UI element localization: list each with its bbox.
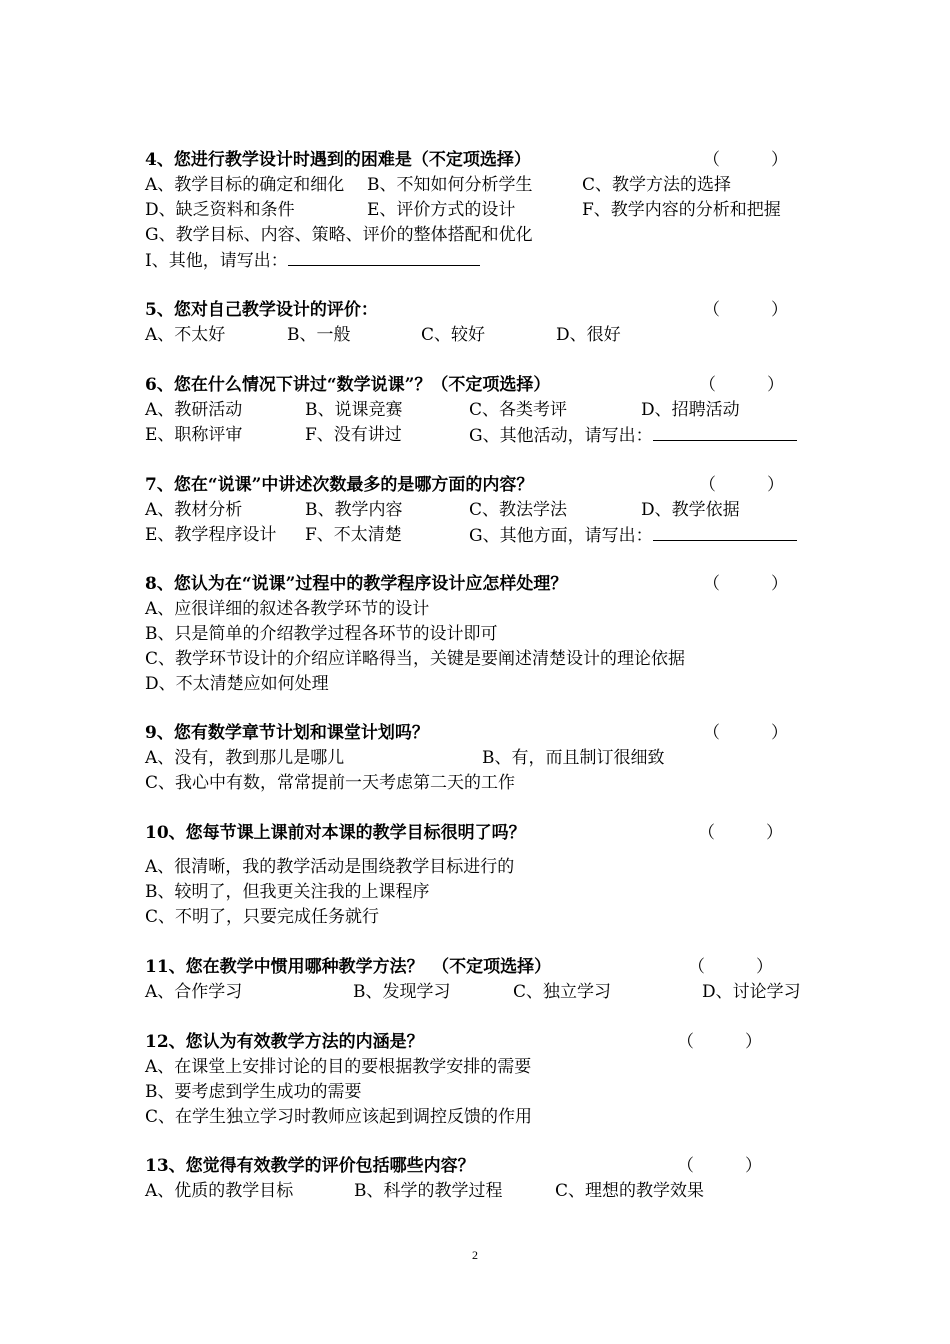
q6-option-g <box>469 424 797 447</box>
q6-option-g-label: G、其他活动，请写出： <box>469 426 653 446</box>
q9-option-a: A、没有，教到那儿是哪儿 <box>145 748 345 768</box>
q6-answer-blank <box>653 424 797 441</box>
question-10-title: 10、您每节课上课前对本课的教学目标很明了吗？ <box>145 823 526 843</box>
question-13-title: 13、您觉得有效教学的评价包括哪些内容？ <box>145 1156 475 1176</box>
q7-option-b: B、教学内容 <box>305 500 403 520</box>
q5-option-a: A、不太好 <box>145 325 226 345</box>
q13-option-c: C、理想的教学效果 <box>555 1181 705 1201</box>
q5-option-c: C、较好 <box>421 325 486 345</box>
question-10-answer-paren: （ ） <box>698 823 783 843</box>
q4-option-f: F、教学内容的分析和把握 <box>582 200 781 220</box>
page-number: 2 <box>472 1248 478 1262</box>
q10-option-a: A、很清晰，我的教学活动是围绕教学目标进行的 <box>145 857 515 877</box>
q12-option-a: A、在课堂上安排讨论的目的要根据教学安排的需要 <box>145 1057 532 1077</box>
q7-option-g-label: G、其他方面，请写出： <box>469 526 653 546</box>
q12-option-b: B、要考虑到学生成功的需要 <box>145 1082 362 1102</box>
question-4-answer-paren: （ ） <box>703 150 788 170</box>
question-6-title: 6、您在什么情况下讲过“数学说课”？（不定项选择） <box>145 375 551 395</box>
q4-option-e: E、评价方式的设计 <box>367 200 516 220</box>
question-9-title: 9、您有数学章节计划和课堂计划吗？ <box>145 723 429 743</box>
q11-option-b: B、发现学习 <box>353 982 451 1002</box>
question-9-answer-paren: （ ） <box>703 723 788 743</box>
question-5-title: 5、您对自己教学设计的评价： <box>145 300 378 320</box>
q4-option-b: B、不知如何分析学生 <box>367 175 533 195</box>
q13-option-b: B、科学的教学过程 <box>354 1181 503 1201</box>
q7-option-e: E、教学程序设计 <box>145 525 277 545</box>
q6-option-c: C、各类考评 <box>469 400 568 420</box>
q6-option-b: B、说课竞赛 <box>305 400 403 420</box>
q10-option-b: B、较明了，但我更关注我的上课程序 <box>145 882 430 902</box>
question-11-title: 11、您在教学中惯用哪种教学方法？ （不定项选择） <box>145 957 552 977</box>
q4-option-i <box>145 249 480 272</box>
q12-option-c: C、在学生独立学习时教师应该起到调控反馈的作用 <box>145 1107 533 1127</box>
question-5-answer-paren: （ ） <box>703 300 788 320</box>
question-4-title: 4、您进行教学设计时遇到的困难是（不定项选择） <box>145 150 531 170</box>
q5-option-d: D、很好 <box>556 325 621 345</box>
q7-option-f: F、不太清楚 <box>305 525 402 545</box>
question-11-answer-paren: （ ） <box>688 957 773 977</box>
question-8-answer-paren: （ ） <box>703 574 788 594</box>
q6-option-e: E、职称评审 <box>145 425 243 445</box>
question-6-answer-paren: （ ） <box>699 375 784 395</box>
question-12-answer-paren: （ ） <box>677 1032 762 1052</box>
q6-option-a: A、教研活动 <box>145 400 243 420</box>
question-12-title: 12、您认为有效教学方法的内涵是？ <box>145 1032 424 1052</box>
q9-option-c: C、我心中有数，常常提前一天考虑第二天的工作 <box>145 773 516 793</box>
q4-option-g: G、教学目标、内容、策略、评价的整体搭配和优化 <box>145 225 533 245</box>
q10-option-c: C、不明了，只要完成任务就行 <box>145 907 380 927</box>
question-7-title: 7、您在“说课”中讲述次数最多的是哪方面的内容？ <box>145 475 534 495</box>
question-8-title: 8、您认为在“说课”过程中的教学程序设计应怎样处理？ <box>145 574 568 594</box>
q8-option-b: B、只是简单的介绍教学过程各环节的设计即可 <box>145 624 498 644</box>
q4-answer-blank <box>288 249 480 266</box>
q5-option-b: B、一般 <box>287 325 351 345</box>
q7-option-c: C、教法学法 <box>469 500 568 520</box>
q9-option-b: B、有，而且制订很细致 <box>482 748 665 768</box>
q11-option-c: C、独立学习 <box>513 982 612 1002</box>
q7-option-d: D、教学依据 <box>641 500 740 520</box>
q8-option-d: D、不太清楚应如何处理 <box>145 674 329 694</box>
q4-option-d: D、缺乏资料和条件 <box>145 200 295 220</box>
q4-option-a: A、教学目标的确定和细化 <box>145 175 345 195</box>
q11-option-d: D、讨论学习 <box>702 982 801 1002</box>
q8-option-c: C、教学环节设计的介绍应详略得当，关键是要阐述清楚设计的理论依据 <box>145 649 686 669</box>
q4-option-c: C、教学方法的选择 <box>582 175 732 195</box>
q7-answer-blank <box>653 524 797 541</box>
q7-option-a: A、教材分析 <box>145 500 243 520</box>
q6-option-d: D、招聘活动 <box>641 400 740 420</box>
question-7-answer-paren: （ ） <box>699 475 784 495</box>
q11-option-a: A、合作学习 <box>145 982 243 1002</box>
q4-option-i-label: I、其他，请写出： <box>145 251 288 271</box>
q8-option-a: A、应很详细的叙述各教学环节的设计 <box>145 599 430 619</box>
q6-option-f: F、没有讲过 <box>305 425 402 445</box>
question-13-answer-paren: （ ） <box>677 1156 762 1176</box>
q13-option-a: A、优质的教学目标 <box>145 1181 294 1201</box>
q7-option-g <box>469 524 797 547</box>
